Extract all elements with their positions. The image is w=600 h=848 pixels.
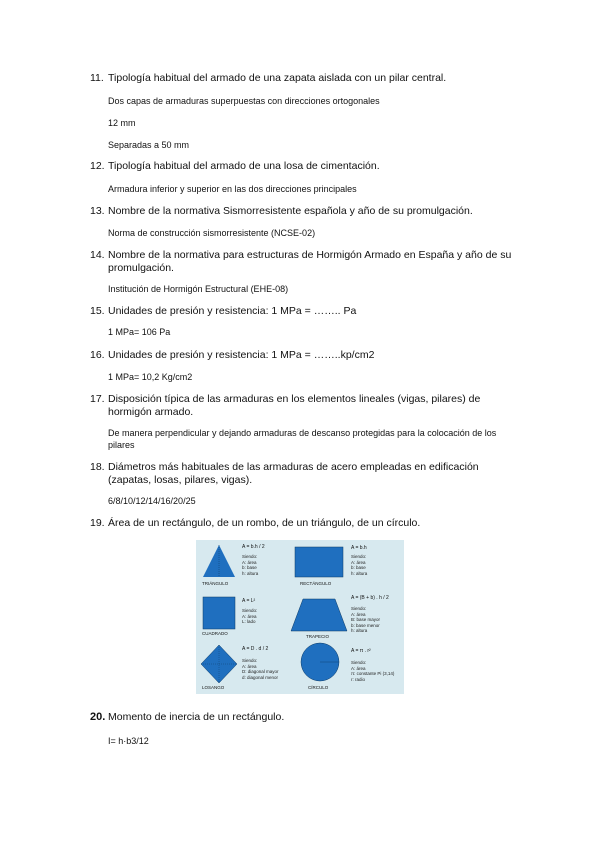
- question-number: 11.: [90, 72, 104, 84]
- rhombus-vars: Siendo: A: área D: diagonal mayor d: diagonal menor: [242, 658, 279, 680]
- rectangle-vars: Siendo: A: área b: base h: altura: [351, 554, 368, 576]
- question-number: 16.: [90, 349, 105, 361]
- rectangle-name: RECTÁNGULO: [300, 581, 332, 586]
- triangle-name: TRIÁNGULO: [202, 581, 229, 586]
- question-number: 12.: [90, 160, 105, 172]
- shapes-area-figure: [196, 540, 404, 694]
- trapezoid-shape: [290, 598, 348, 632]
- question-text: Disposición típica de las armaduras en los elementos lineales (vigas, pilares) de hormigón armado.: [108, 393, 481, 418]
- answer: 1 MPa= 10,2 Kg/cm2: [108, 372, 193, 382]
- circle-vars: Siendo: A: área π: constante Pi (3,14) r: radio: [351, 660, 395, 682]
- trapezoid-vars: Siendo: A: área B: base mayor b: base menor h: altura: [351, 606, 381, 633]
- rhombus-name: LOSANGO: [202, 685, 225, 690]
- circle-formula: A = π . r²: [351, 648, 371, 654]
- rhombus-formula: A = D . d / 2: [242, 646, 269, 652]
- question-text: Nombre de la normativa para estructuras de Hormigón Armado en España y año de su promulgación.: [108, 249, 512, 274]
- question-number: 20.: [90, 711, 106, 723]
- trapezoid-name: TRAPECIO: [306, 634, 330, 639]
- question-text: Nombre de la normativa Sismorresistente española y año de su promulgación.: [108, 205, 473, 217]
- answer: I= h·b3/12: [108, 736, 149, 746]
- rectangle-formula: A = b.h: [351, 545, 367, 551]
- circle-name: CÍRCULO: [308, 685, 329, 690]
- question-text: Unidades de presión y resistencia: 1 MPa = ……..kp/cm2: [108, 349, 375, 361]
- question-number: 13.: [90, 205, 105, 217]
- question-text: Diámetros más habituales de las armaduras de acero empleadas en edificación (zapatas, losas, pilares, vigas).: [108, 461, 479, 486]
- answer: Separadas a 50 mm: [108, 140, 190, 150]
- circle-shape: [300, 642, 340, 682]
- rectangle-shape: [294, 546, 344, 578]
- answer: Dos capas de armaduras superpuestas con direcciones ortogonales: [108, 96, 380, 106]
- square-name: CUADRADO: [202, 631, 228, 636]
- question-number: 17.: [90, 393, 105, 405]
- question-text: Momento de inercia de un rectángulo.: [108, 711, 285, 723]
- question-text: Unidades de presión y resistencia: 1 MPa = …….. Pa: [108, 305, 357, 317]
- square-shape: [202, 596, 236, 630]
- answer: De manera perpendicular y dejando armaduras de descanso protegidas para la colocación de los pilares: [108, 428, 497, 450]
- rhombus-shape: [200, 644, 238, 684]
- question-text: Tipología habitual del armado de una losa de cimentación.: [108, 160, 380, 172]
- square-vars: Siendo: A: área L: lado: [242, 608, 258, 624]
- question-text: Área de un rectángulo, de un rombo, de un triángulo, de un círculo.: [108, 517, 421, 529]
- answer: 6/8/10/12/14/16/20/25: [108, 496, 196, 506]
- answer: Institución de Hormigón Estructural (EHE-08): [108, 284, 289, 294]
- square-formula: A = L²: [242, 598, 256, 604]
- answer: Norma de construcción sismorresistente (NCSE-02): [108, 228, 316, 238]
- question-text: Tipología habitual del armado de una zapata aislada con un pilar central.: [108, 72, 447, 84]
- question-number: 14.: [90, 249, 105, 261]
- question-number: 18.: [90, 461, 105, 473]
- triangle-shape: [202, 544, 236, 580]
- question-number: 15.: [90, 305, 105, 317]
- question-number: 19.: [90, 517, 105, 529]
- answer: 12 mm: [108, 118, 136, 128]
- answer: Armadura inferior y superior en las dos direcciones principales: [108, 184, 357, 194]
- trapezoid-formula: A = (B + b) . h / 2: [351, 595, 389, 601]
- answer: 1 MPa= 106 Pa: [108, 327, 171, 337]
- triangle-formula: A = b.h / 2: [242, 544, 265, 550]
- triangle-vars: Siendo: A: área b: base h: altura: [242, 554, 259, 576]
